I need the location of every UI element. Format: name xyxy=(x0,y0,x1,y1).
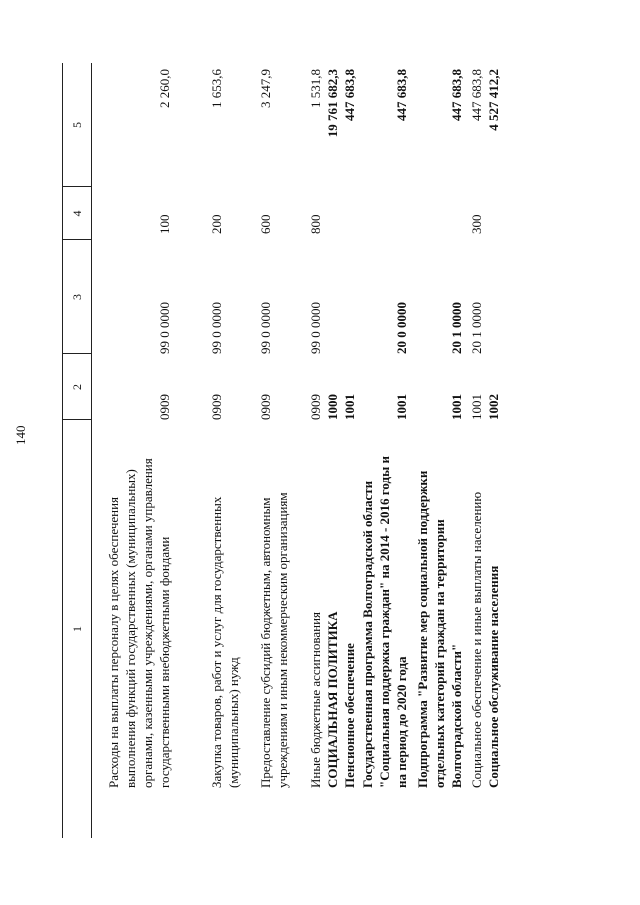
row-sum: 4 527 412,2 xyxy=(486,69,501,131)
row-name: СОЦИАЛЬНАЯ ПОЛИТИКА xyxy=(325,611,340,788)
row-target-code: 99 0 0000 xyxy=(258,302,273,354)
row-expense-kind: 200 xyxy=(209,214,224,234)
column-header-4: 4 xyxy=(70,210,84,217)
column-header-5: 5 xyxy=(70,122,84,128)
row-sum: 1 653,6 xyxy=(209,69,224,108)
row-sum: 1 531,8 xyxy=(308,69,323,108)
row-name: Социальное обеспечение и иные выплаты населению xyxy=(469,491,484,788)
table-top-rule xyxy=(62,63,63,838)
row-section-code: 1001 xyxy=(394,394,409,420)
row-name: Расходы на выплаты персоналу в целях обеспечения выполнения функций государственных (муниципальных) органами, казенными учреждениями, органами управления государственными внебюджетными фондами xyxy=(106,458,172,788)
row-section-code: 1001 xyxy=(469,394,484,420)
row-sum: 447 683,8 xyxy=(394,69,409,121)
row-section-code: 0909 xyxy=(157,394,172,420)
row-target-code: 99 0 0000 xyxy=(157,302,172,354)
row-target-code: 20 1 0000 xyxy=(449,302,464,354)
row-name: Закупка товаров, работ и услуг для государственных (муниципальных) нужд xyxy=(209,496,241,788)
row-section-code: 0909 xyxy=(258,394,273,420)
row-section-code: 1001 xyxy=(342,394,357,420)
row-sum: 3 247,9 xyxy=(258,69,273,108)
row-expense-kind: 600 xyxy=(258,214,273,234)
column-header-3: 3 xyxy=(70,294,84,300)
row-expense-kind: 800 xyxy=(308,214,323,234)
row-target-code: 99 0 0000 xyxy=(209,302,224,354)
header-bottom-rule xyxy=(91,63,92,838)
row-name: Предоставление субсидий бюджетным, автономным учреждениям и иным некоммерческим организациям xyxy=(258,492,290,788)
page-number: 140 xyxy=(13,425,28,445)
row-sum: 447 683,8 xyxy=(469,69,484,121)
row-target-code: 20 1 0000 xyxy=(469,302,484,354)
row-name: Подпрограмма "Развитие мер социальной поддержки отдельных категорий граждан на территории Волгоградской области" xyxy=(415,470,464,788)
column-header-1: 1 xyxy=(70,626,84,632)
row-section-code: 0909 xyxy=(209,394,224,420)
row-sum: 447 683,8 xyxy=(449,69,464,121)
row-target-code: 20 0 0000 xyxy=(394,302,409,354)
row-name: Социальное обслуживание населения xyxy=(486,565,501,788)
row-target-code: 99 0 0000 xyxy=(308,302,323,354)
row-expense-kind: 300 xyxy=(469,214,484,234)
row-sum: 2 260,0 xyxy=(157,69,172,108)
column-header-2: 2 xyxy=(70,384,84,390)
budget-table xyxy=(62,63,602,838)
row-sum: 447 683,8 xyxy=(342,69,357,121)
row-expense-kind: 100 xyxy=(157,214,172,234)
row-name: Пенсионное обеспечение xyxy=(342,643,357,788)
row-section-code: 0909 xyxy=(308,394,323,420)
row-name: Государственная программа Волгоградской области "Социальная поддержка граждан" на 2014 - 2016 годы и на период до 2020 года xyxy=(360,456,409,788)
row-sum: 19 761 682,3 xyxy=(325,69,340,138)
row-section-code: 1002 xyxy=(486,394,501,420)
row-section-code: 1000 xyxy=(325,394,340,420)
row-section-code: 1001 xyxy=(449,394,464,420)
row-name: Иные бюджетные ассигнования xyxy=(308,611,323,788)
